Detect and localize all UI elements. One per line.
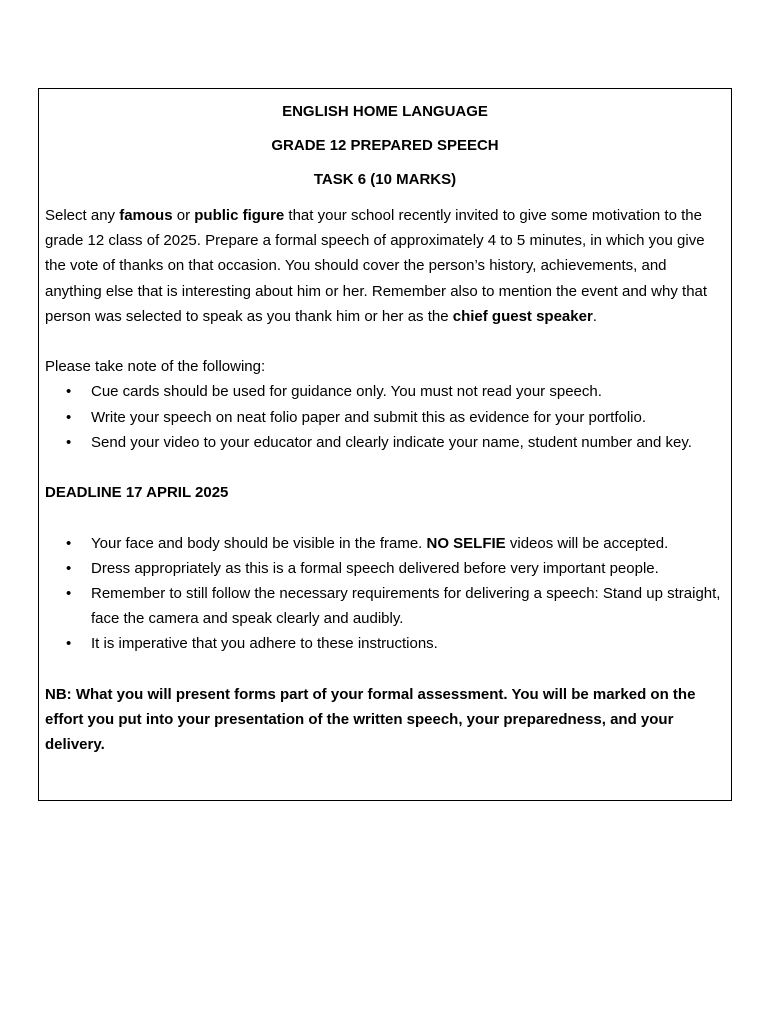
bullet-icon: • — [66, 408, 72, 426]
bullet-icon: • — [66, 534, 72, 552]
list-item: • It is imperative that you adhere to these instructions. — [45, 631, 725, 656]
spacer — [45, 657, 725, 682]
list-item: • Remember to still follow the necessary requirements for delivering a speech: Stand up straight, face the camera and speak clearly and audibly. — [45, 581, 725, 631]
intro-text-2: or — [172, 207, 195, 224]
subject-heading: ENGLISH HOME LANGUAGE — [282, 103, 488, 120]
intro-text-1: Select any — [45, 207, 120, 224]
intro-bold-public-figure: public figure — [194, 207, 285, 224]
list-item: • Send your video to your educator and clearly indicate your name, student number and key. — [45, 430, 725, 455]
deadline-text: DEADLINE 17 APRIL 2025 — [45, 484, 229, 502]
task-heading: TASK 6 (10 MARKS) — [313, 171, 457, 188]
bullet-icon: • — [66, 433, 72, 451]
list-item: • Write your speech on neat folio paper and submit this as evidence for your portfolio. — [45, 405, 725, 430]
intro-bold-famous: famous — [119, 207, 173, 224]
intro-paragraph — [45, 203, 725, 329]
bullet-icon: • — [66, 559, 72, 577]
bullet-icon: • — [66, 635, 72, 653]
list-item: • Your face and body should be visible in the frame. NO SELFIE videos will be accepted. — [45, 531, 725, 556]
intro-text-3: that your school recently invited to give some motivation to the grade 12 class of 2025. Prepare a formal speech of approximately 4 to 5 minutes, in which you give the vote of thanks on that occasion. You should cover the person’s history, achievements, and anything else that is interesting about him or her. Remember also to mention the event and why that person was selected to speak as you thank him or her as the — [45, 207, 708, 325]
requirements-list — [45, 531, 725, 657]
intro-text-4: . — [592, 307, 597, 325]
notes-title: Please take note of the following: — [45, 358, 266, 376]
spacer — [45, 505, 725, 530]
spacer — [45, 455, 725, 480]
bullet-icon: • — [66, 585, 72, 602]
spacer — [45, 329, 725, 354]
grade-heading: GRADE 12 PREPARED SPEECH — [271, 137, 499, 154]
notes-list — [45, 379, 725, 455]
nb-paragraph: NB: What you will present forms part of your formal assessment. You will be marked on the effort you put into your presentation of the written speech, your preparedness, and your delivery. — [45, 685, 696, 754]
no-selfie-text: NO SELFIE — [426, 534, 506, 552]
list-item: • Dress appropriately as this is a formal speech delivered before very important people. — [45, 556, 725, 581]
list-item: • Cue cards should be used for guidance only. You must not read your speech. — [45, 379, 725, 404]
task-box — [38, 88, 732, 801]
bullet-icon: • — [66, 383, 72, 401]
intro-bold-chief-guest: chief guest speaker — [452, 307, 593, 325]
